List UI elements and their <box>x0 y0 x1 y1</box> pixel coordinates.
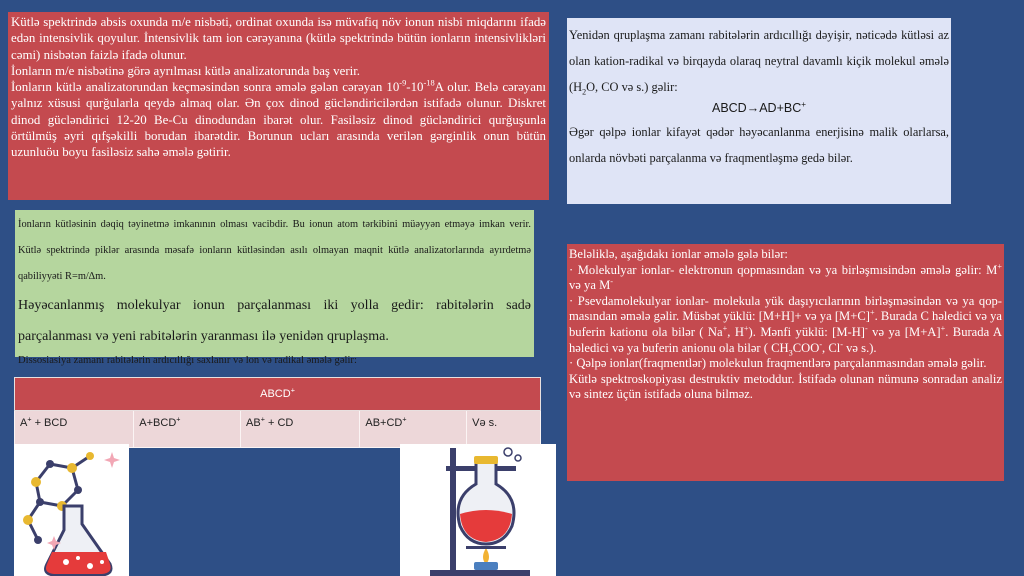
list-item: · Molekulyar ionlar- elektronun qopmasından və ya birləşmısindən əmələ gəlir: M+ və ya M- <box>569 261 1002 293</box>
paragraph: Beləliklə, aşağıdakı ionlar əmələ gələ bilər: <box>569 247 788 261</box>
paragraph: İonların m/e nisbətinə görə ayrılması kütlə analizatorunda baş verir. <box>11 63 361 78</box>
table-cell: A+ + BCD <box>15 411 134 448</box>
list-item: · Psevdamolekulyar ionlar- molekula yük daşıyıcılarının birləşməsindən və ya qop-masından əmələ gəlir. Müsbət yüklü: [M+H]+ və ya [M+C]+. Burada C həledici və ya buferin kationu ola bilər ( Na+, H+). Mənfi yüklü: [M-H]- və ya [M+A]+. Burada A həledici və ya buferin anionu ola bilər ( $CH_3COO^-$, Cl- və s.). <box>569 293 1003 358</box>
paragraph: İonların kütlə analizatorundan keçməsindən sonra əmələ gələn cərəyan $10^{-9}-10^{-18}A$ olur. Belə cərəyanı yalnız xüsusi qurğularla qeydə almaq olar. Ən çox dinod gücləndiricilərdən istifadə olunur. Diskret dinod gücləndirici 12-20 Be-Cu dinodundan ibarət olur. Fasiləsiz dinod gücləndirici qurğuşunla örtülmüş əyri qıfşəkilli borudan ibarətdir. Borunun ucları arasında verilən gərginlik onun bütün uzunluöu boyu fasiləsiz sahə əmələ gətirir. <box>11 78 546 160</box>
dissociation-table <box>14 377 541 448</box>
table-header: ABCD+ <box>15 378 541 411</box>
paragraph: Yenidən qruplaşma zamanı rabitələrin ardıcıllığı dəyişir, nəticədə kütləsi az olan kation-radikal və birqayda olaraq neytral davamlı kiçik molekul əmələ ($H_2O$, CO və s.) gəlir: <box>569 28 949 97</box>
paragraph: Əgər qəlpə ionlar kifayət qədər həyəcanlanma enerjisinə malik olarlarsa, onlarda növbəti parçalanma və fraqmentləşmə gedə bilər. <box>569 125 949 165</box>
rearrangement-equation: ABCD→AD+BC+ <box>711 99 806 115</box>
molecule-and-flask-icon <box>14 444 129 576</box>
rearrangement-text-block <box>567 18 951 204</box>
paragraph: Həyəcanlanmış molekulyar ionun parçalanması iki yolla gedir: rabitələrin sadə parçalanması və yeni rabitələrin yaranması ilə yenidən qruplaşma. <box>18 298 531 344</box>
table-header-row <box>15 378 541 411</box>
table-row <box>15 411 541 448</box>
mass-spectrum-text-block <box>8 12 549 200</box>
table-cell: AB+ + CD <box>241 411 360 448</box>
paragraph: Kütlə spektroskopiyası destruktiv metoddur. İstifadə olunan nümunə sonradan analiz və sintez üçün istifadə oluna bilməz. <box>569 371 1002 402</box>
paragraph: Kütlə spektrində absis oxunda m/e nisbəti, ordinat oxunda isə müvafiq növ ionun nisbi miqdarını ifadə edən intensivlik qoyulur. İntensivlik tam ion cərəyanına (kütlə spektrində bütün ionların intensivlikləri cəmi) nisbətən faizlə ifadə olunur. <box>11 15 546 62</box>
table-cell: A+BCD+ <box>134 411 241 448</box>
list-item: · Qəlpə ionlar(fraqmentlər) molekulun fraqmentlərə parçalanmasından əmələ gəlir. <box>569 356 987 371</box>
ion-types-text-block <box>567 244 1004 481</box>
lab-equipment-illustration <box>400 444 556 576</box>
table-cell: AB+CD+ <box>360 411 467 448</box>
paragraph: Dissosiasiya zamanı rabitələrin ardıcıllığı saxlanır və lon və radikal əmələ gəlir: <box>18 355 357 366</box>
lab-stand-burner-flask-icon <box>400 444 556 576</box>
table-cell: Və s. <box>467 411 541 448</box>
ion-mass-determination-block <box>15 210 534 366</box>
molecule-flask-illustration <box>14 444 129 576</box>
paragraph: İonların kütləsinin dəqiq təyinetmə imkanının olması vacibdir. Bu ionun atom tərkibini müəyyən etməyə imkan verir. Kütlə spektrində piklər arasında məsafə ionların kütləsindən asılı olmayan maqnit kütlə analizatorlarında ayırdetmə qabiliyyəti R=m/∆m. <box>18 219 531 282</box>
